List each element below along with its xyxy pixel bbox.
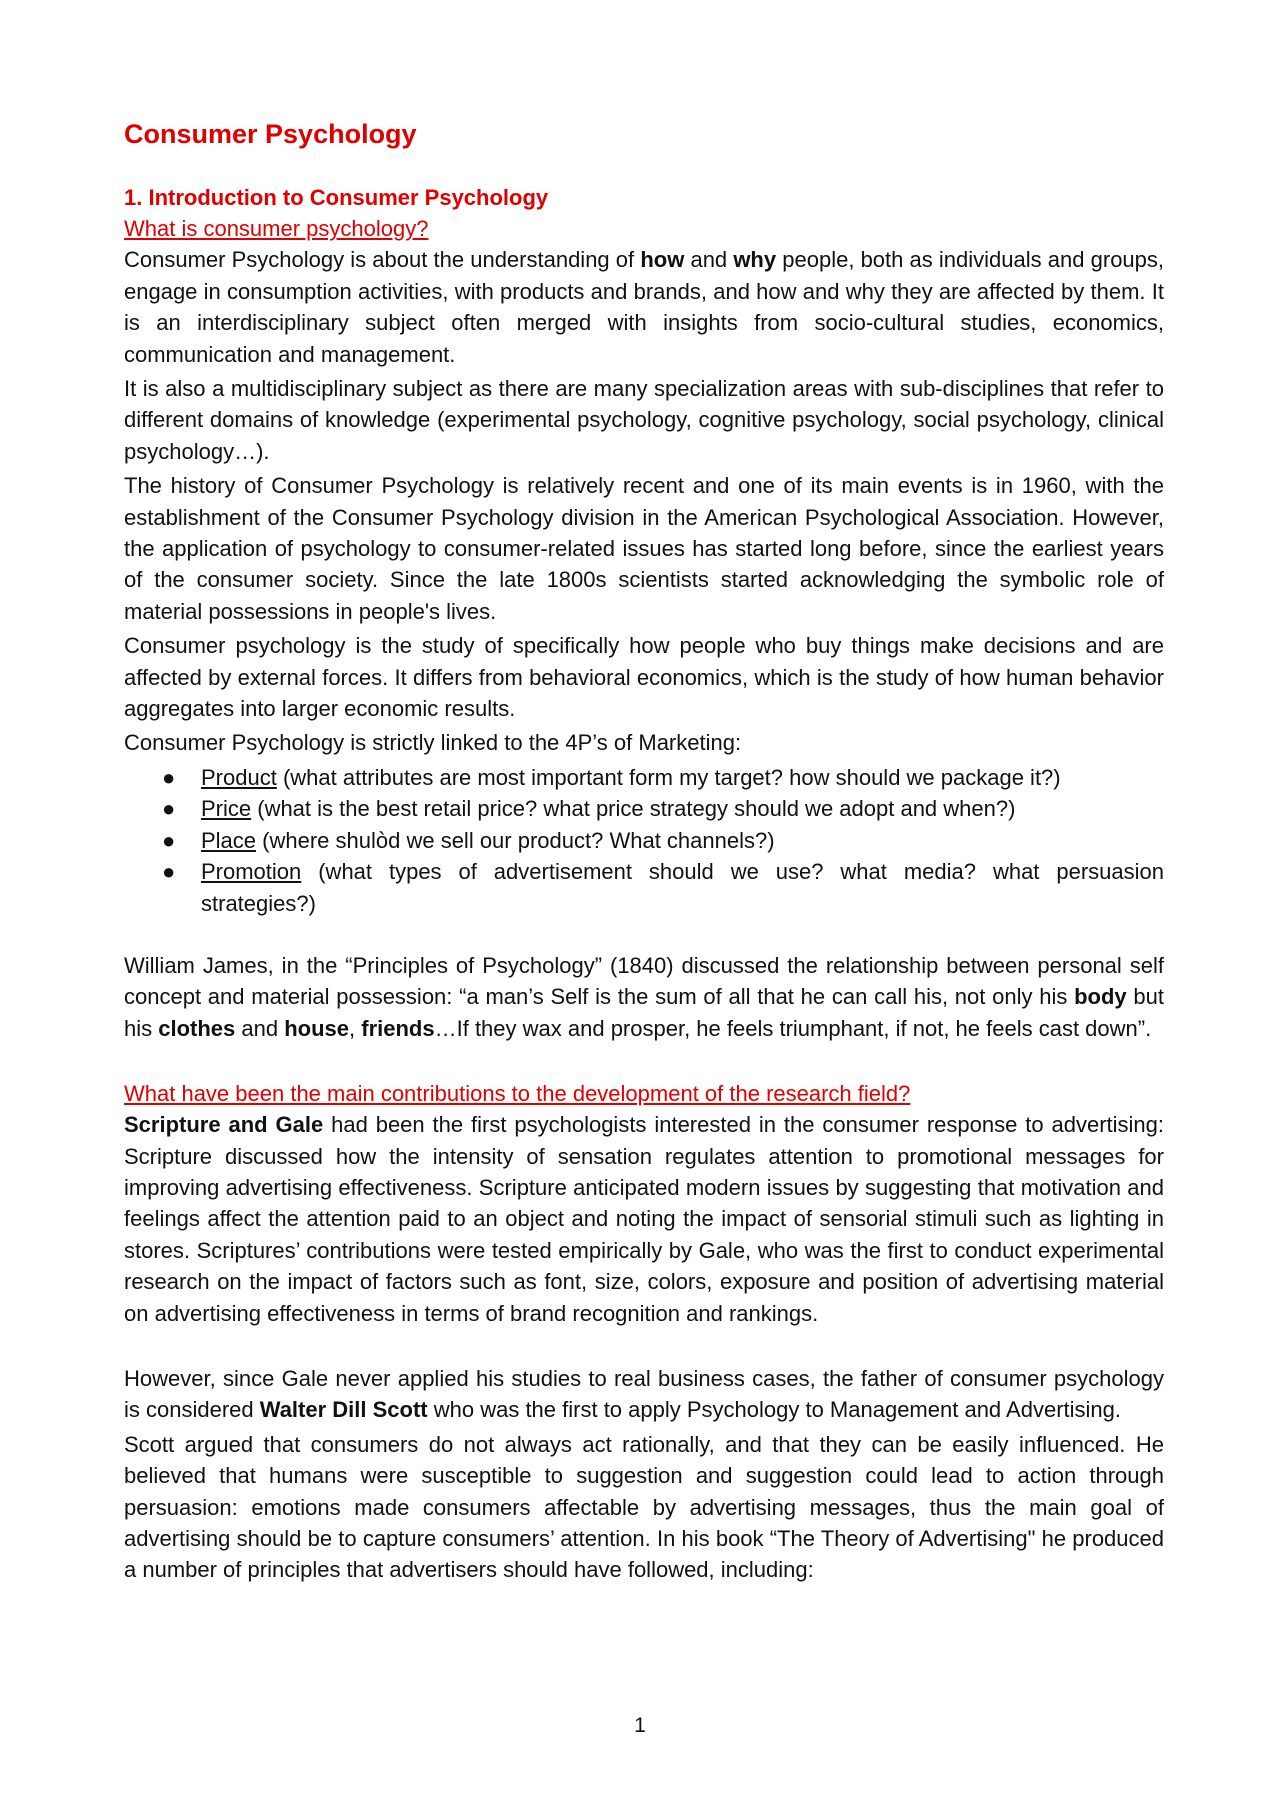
list-item-place — [162, 825, 1164, 856]
section-heading: 1. Introduction to Consumer Psychology — [124, 185, 549, 211]
marketing-4ps-list — [124, 762, 1164, 919]
bullet-term: Place — [201, 827, 257, 853]
list-item-product — [162, 762, 1164, 793]
paragraph-william-james: William James, in the “Principles of Psychology” (1840) discussed the relationship between personal self concept and material possession: “a man’s Self is the sum of all that he can call his, not only his body but his clothes and house, friends…If they wax and prosper, he feels triumphant, if not, he feels cast down”. — [124, 952, 1164, 1041]
bullet-term: Product — [201, 764, 277, 790]
bullet-text: (what types of advertisement should we use? what media? what persuasion strategies?) — [201, 859, 1164, 916]
paragraph-walter-dill-scott: However, since Gale never applied his studies to real business cases, the father of consumer psychology is considered Walter Dill Scott who was the first to apply Psychology to Management and Advertising. — [124, 1365, 1164, 1423]
bullet-icon: ● — [162, 827, 176, 853]
document-title: Consumer Psychology — [124, 119, 417, 149]
bullet-icon: ● — [162, 859, 176, 885]
paragraph-scott-theory: Scott argued that consumers do not always act rationally, and that they can be easily influenced. He believed that humans were susceptible to suggestion and suggestion could lead to action through persuasion: emotions made consumers affectable by advertising messages, thus the main goal of advertising should be to capture consumers’ attention. In his book “The Theory of Advertising" he produced a number of principles that advertisers should have followed, including: — [124, 1431, 1164, 1583]
paragraph-multidisciplinary: It is also a multidisciplinary subject as there are many specialization areas with sub-disciplines that refer to different domains of knowledge (experimental psychology, cognitive psychology, social psychology, clinical psychology…). — [124, 376, 1164, 464]
paragraph-gap — [124, 1047, 1164, 1078]
list-item-price — [162, 793, 1164, 824]
paragraph-gap — [124, 919, 1164, 950]
paragraph-study-definition: Consumer psychology is the study of specifically how people who buy things make decisions and are affected by external forces. It differs from behavioral economics, which is the study of how human behavior aggregates into larger economic results. — [124, 633, 1164, 722]
paragraph-history: The history of Consumer Psychology is relatively recent and one of its main events is in 1960, with the establishment of the Consumer Psychology division in the American Psychological Association. However, the application of psychology to consumer-related issues has started long before, since the earliest years of the consumer society. Since the late 1800s scientists started acknowledging the symbolic role of material possessions in people's lives. — [124, 473, 1164, 624]
paragraph-4ps-intro: Consumer Psychology is strictly linked to the 4P’s of Marketing: — [124, 730, 742, 756]
bullet-text: (what is the best retail price? what price strategy should we adopt and when?) — [251, 796, 1016, 822]
question-heading-contributions: What have been the main contributions to the development of the research field? — [124, 1081, 911, 1107]
bullet-text: (what attributes are most important form my target? how should we package it?) — [276, 764, 1061, 790]
bullet-term: Promotion — [201, 859, 302, 885]
paragraph-scripture-gale: Scripture and Gale had been the first psychologists interested in the consumer response to advertising: Scripture discussed how the intensity of sensation regulates attention to promotional messages for improving advertising effectiveness. Scripture anticipated modern issues by suggesting that motivation and feelings affect the attention paid to an object and noting the impact of sensorial stimuli such as lighting in stores. Scriptures’ contributions were tested empirically by Gale, who was the first to conduct experimental research on the impact of factors such as font, size, colors, exposure and position of advertising material on advertising effectiveness in terms of brand recognition and rankings. — [124, 1112, 1164, 1326]
bullet-term: Price — [201, 796, 252, 822]
paragraph-gap — [124, 1332, 1164, 1363]
bullet-icon: ● — [162, 764, 176, 790]
bullet-text: (where shulòd we sell our product? What channels?) — [256, 827, 775, 853]
paragraph-definition: Consumer Psychology is about the understanding of how and why people, both as individuals and groups, engage in consumption activities, with products and brands, and how and why they are affected by them. It is an interdisciplinary subject often merged with insights from socio-cultural studies, economics, communication and management. — [124, 247, 1165, 367]
question-heading-what-is: What is consumer psychology? — [124, 216, 429, 242]
list-item-promotion — [162, 856, 1164, 919]
document-body — [124, 118, 1164, 1589]
bullet-icon: ● — [162, 796, 176, 822]
page-number: 1 — [634, 1714, 646, 1737]
